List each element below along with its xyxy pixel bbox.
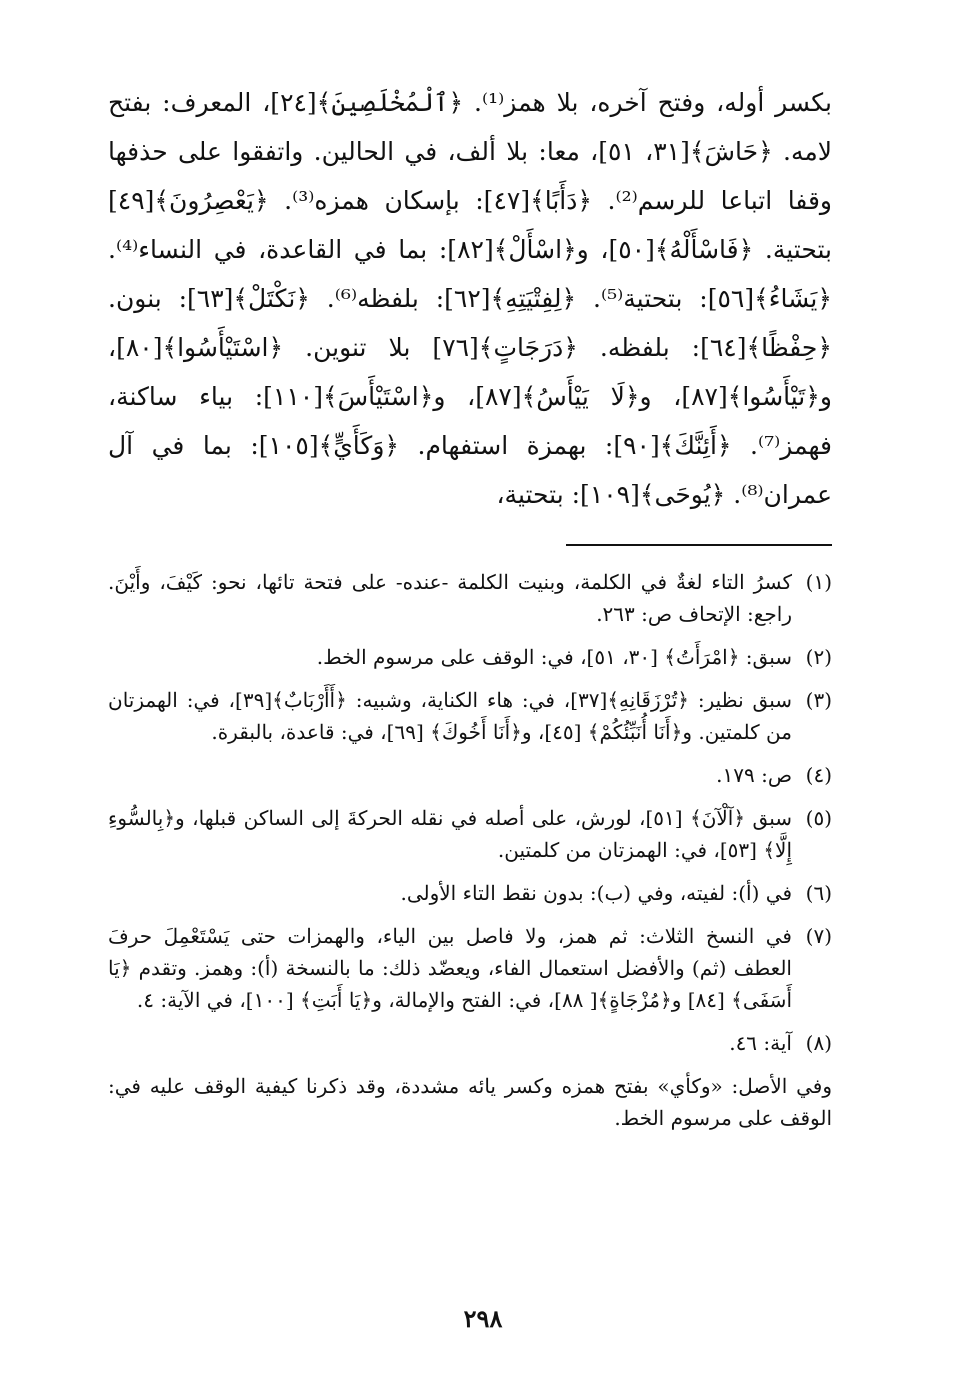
footnote-number: (٢) [805, 645, 832, 669]
footnote-2 [108, 641, 832, 673]
footnote-8 [108, 1027, 832, 1059]
footnote-text: سبق نظير: ﴿تُرْزَقَانِهِ﴾[٣٧]، في: هاء الكناية، وشبيه: ﴿أَأَرْبَابٌ﴾[٣٩]، في: الهمزتان من كلمتين. و﴿أَنَا أُنَبِّئُكُمْ﴾ [٤٥]، و﴿أَنَا أَخُوكَ﴾ [٦٩]، في: قاعدة، بالبقرة. [108, 688, 793, 744]
footnote-continuation [108, 1070, 832, 1134]
main-text-block [108, 78, 832, 519]
footnote-number: (٧) [805, 924, 832, 948]
footnote-5 [108, 802, 832, 866]
page-number: ٢٩٨ [463, 1304, 503, 1333]
footnote-3 [108, 684, 832, 748]
footnote-number: (٤) [805, 763, 832, 787]
footnote-number: (١) [805, 570, 832, 594]
footnote-text: ص: ١٧٩. [716, 763, 792, 787]
footnote-number: (٨) [805, 1031, 832, 1055]
main-paragraph: بكسر أوله، وفتح آخره، بلا همز⁽¹⁾. ﴿ٱلْمُخْلَصِينَ﴾[٢٤]، المعرف: بفتح لامه. ﴿حَاشَ﴾[٣١، ٥١]، معا: بلا ألف، في الحالين. واتفقوا على حذفها وقفا اتباعا للرسم⁽²⁾. ﴿دَأَبًا﴾[٤٧]: بإسكان همزه⁽³⁾. ﴿يَعْصِرُونَ﴾[٤٩] بتحتية. ﴿فَاسْأَلْهُ﴾[٥٠]، و﴿اسْأَلْ﴾[٨٢]: بما في القاعدة، في النساء⁽⁴⁾. ﴿يَشَاءُ﴾[٥٦]: بتحتية⁽⁵⁾. ﴿لِفِتْيَتِهِ﴾[٦٢]: بلفظه⁽⁶⁾. ﴿نَكْتَلْ﴾[٦٣]: بنون. ﴿حِفْظًا﴾[٦٤]: بلفظه. ﴿دَرَجَاتٍ﴾[٧٦] بلا تنوين. ﴿اسْتَيْأَسُوا﴾[٨٠]، و﴿تَيْأَسُوا﴾[٨٧]، و﴿لَا يَيْأَسُ﴾[٨٧]، و﴿اسْتَيْأَسَ﴾[١١٠]: بياء ساكنة، فهمز⁽⁷⁾. ﴿أَئِنَّكَ﴾[٩٠]: بهمزة استفهام. ﴿وَكَأَيٍّ﴾[١٠٥]: بما في آل عمران⁽⁸⁾. ﴿يُوحَى﴾[١٠٩]: بتحتية، [108, 88, 833, 509]
footnote-1 [108, 566, 832, 630]
footnote-number: (٥) [805, 806, 832, 830]
footnote-text: سبق ﴿آلْآنَ﴾ [٥١]، لورش، على أصله في نقله الحركةَ إلى الساكن قبلها، و﴿بِالسُّوءِ إِلَّا﴾ [٥٣]، في: الهمزتان من كلمتين. [108, 806, 792, 862]
footnote-text: في النسخ الثلاث: ثم همز، ولا فاصل بين الياء، والهمزات حتى يَسْتَعْمِلَ حرفَ العطف (ثم) والأفضل استعمال الفاء، ويعضّد ذلك: ما بالنسخة (أ): وهمز. وتقدم ﴿يَا أَسَفَى﴾ [٨٤] و﴿مُزْجَاةٍ﴾[ ٨٨]، في: الفتح والإمالة، و﴿يَا أَبَتِ﴾ [١٠٠]، في الآية: ٤. [108, 924, 792, 1012]
footnote-number: (٣) [805, 688, 832, 712]
footnote-4 [108, 759, 832, 791]
footnote-text: آية: ٤٦. [729, 1031, 792, 1055]
footnotes [108, 566, 832, 1145]
footnote-6 [108, 877, 832, 909]
footnote-separator [566, 544, 832, 546]
footnote-text: في (أ): لفيته، وفي (ب): بدون نقط التاء الأولى. [400, 881, 792, 905]
footnote-text: وفي الأصل: «وكأي» بفتح همزه وكسر يائه مشددة، وقد ذكرنا كيفية الوقف عليه في: الوقف على مرسوم الخط. [108, 1074, 832, 1130]
footnote-text: كسرُ التاء لغةٌ في الكلمة، وبنيت الكلمة -عنده- على فتحة تائها، نحو: كَيْفَ، وأَيْنَ. راجع: الإتحاف ص: ٢٦٣. [108, 570, 792, 626]
footnote-number: (٦) [805, 881, 832, 905]
footnote-text: سبق: ﴿امْرَأَتُ﴾ [٣٠، ٥١]، في: الوقف على مرسوم الخط. [316, 645, 792, 669]
footnote-7 [108, 920, 832, 1016]
